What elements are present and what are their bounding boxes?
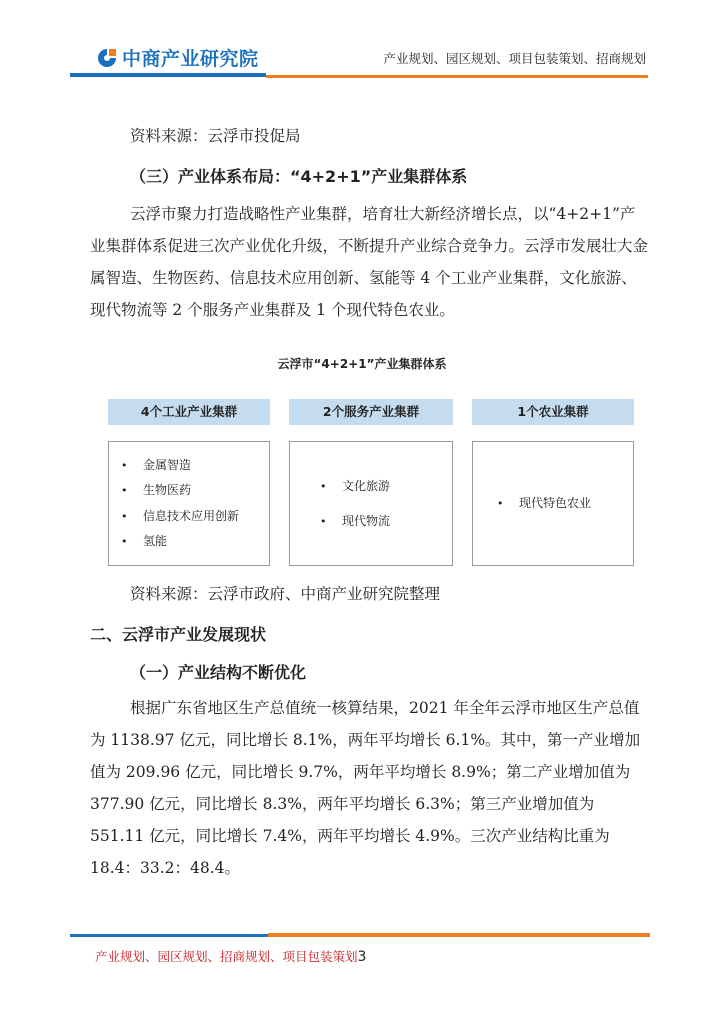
section-3-paragraph: 云浮市聚力打造战略性产业集群，培育壮大新经济增长点，以“4+2+1”产业集群体系促进三次产业优化升级，不断提升产业综合竞争力。云浮市发展壮大金属智造、生物医药、信息技术应用创新、氢能等 4 个工业产业集群，文化旅游、现代物流等 2 个服务产业集群及 1 个现代特色农业。 [90,205,649,319]
subsection-title-1: （一）产业结构不断优化 [130,663,307,682]
brand-logo [96,44,259,71]
page-number: 3 [357,949,367,965]
page-header [0,0,724,85]
brand-name: 中商产业研究院 [122,48,259,70]
list-item: • 现代特色农业 [497,491,633,517]
subsection-1-paragraph: 根据广东省地区生产总值统一核算结果，2021 年全年云浮市地区生产总值为 1138.97 亿元，同比增长 8.1%，两年平均增长 6.1%。其中，第一产业增加值为 209.96 亿元，同比增长 9.7%，两年平均增长 8.9%；第二产业增加值为 377.90 亿元，同比增长 8.3%，两年平均增长 6.3%；第三产业增加值为 551.11 亿元，同比增长 7.4%，两年平均增长 4.9%。三次产业结构比重为 18.4：33.2：48.4。 [90,699,641,877]
list-item: • 金属智造 [121,453,269,479]
source-note-1: 资料来源：云浮市投促局 [130,127,301,145]
header-slogan: 产业规划、园区规划、项目包装策划、招商规划 [383,51,646,66]
column-header-service: 2个服务产业集群 [289,399,453,425]
list-item: • 现代物流 [320,504,452,539]
header-rule-blue [70,73,266,77]
column-header-industry: 4个工业产业集群 [108,399,270,425]
header-rule-orange [266,75,648,78]
page-footer [95,947,366,965]
list-item: • 文化旅游 [320,469,452,504]
column-box-industry [108,441,270,566]
column-box-service [289,441,453,566]
chapter-title-2: 二、云浮市产业发展现状 [90,625,267,644]
section-title-3: （三）产业体系布局：“4+2+1”产业集群体系 [130,167,468,186]
footer-rule-orange [268,933,650,937]
brand-logo-icon [96,47,118,69]
list-item: • 生物医药 [121,478,269,504]
footer-rule-blue [70,934,268,937]
footer-slogan: 产业规划、园区规划、招商规划、项目包装策划 [95,949,358,964]
figure-title: 云浮市“4+2+1”产业集群体系 [277,357,447,371]
source-note-2: 资料来源：云浮市政府、中商产业研究院整理 [130,585,441,603]
list-item: • 氢能 [121,529,269,555]
column-header-agriculture: 1个农业集群 [472,399,634,425]
list-item: • 信息技术应用创新 [121,504,269,530]
column-box-agriculture [472,441,634,566]
